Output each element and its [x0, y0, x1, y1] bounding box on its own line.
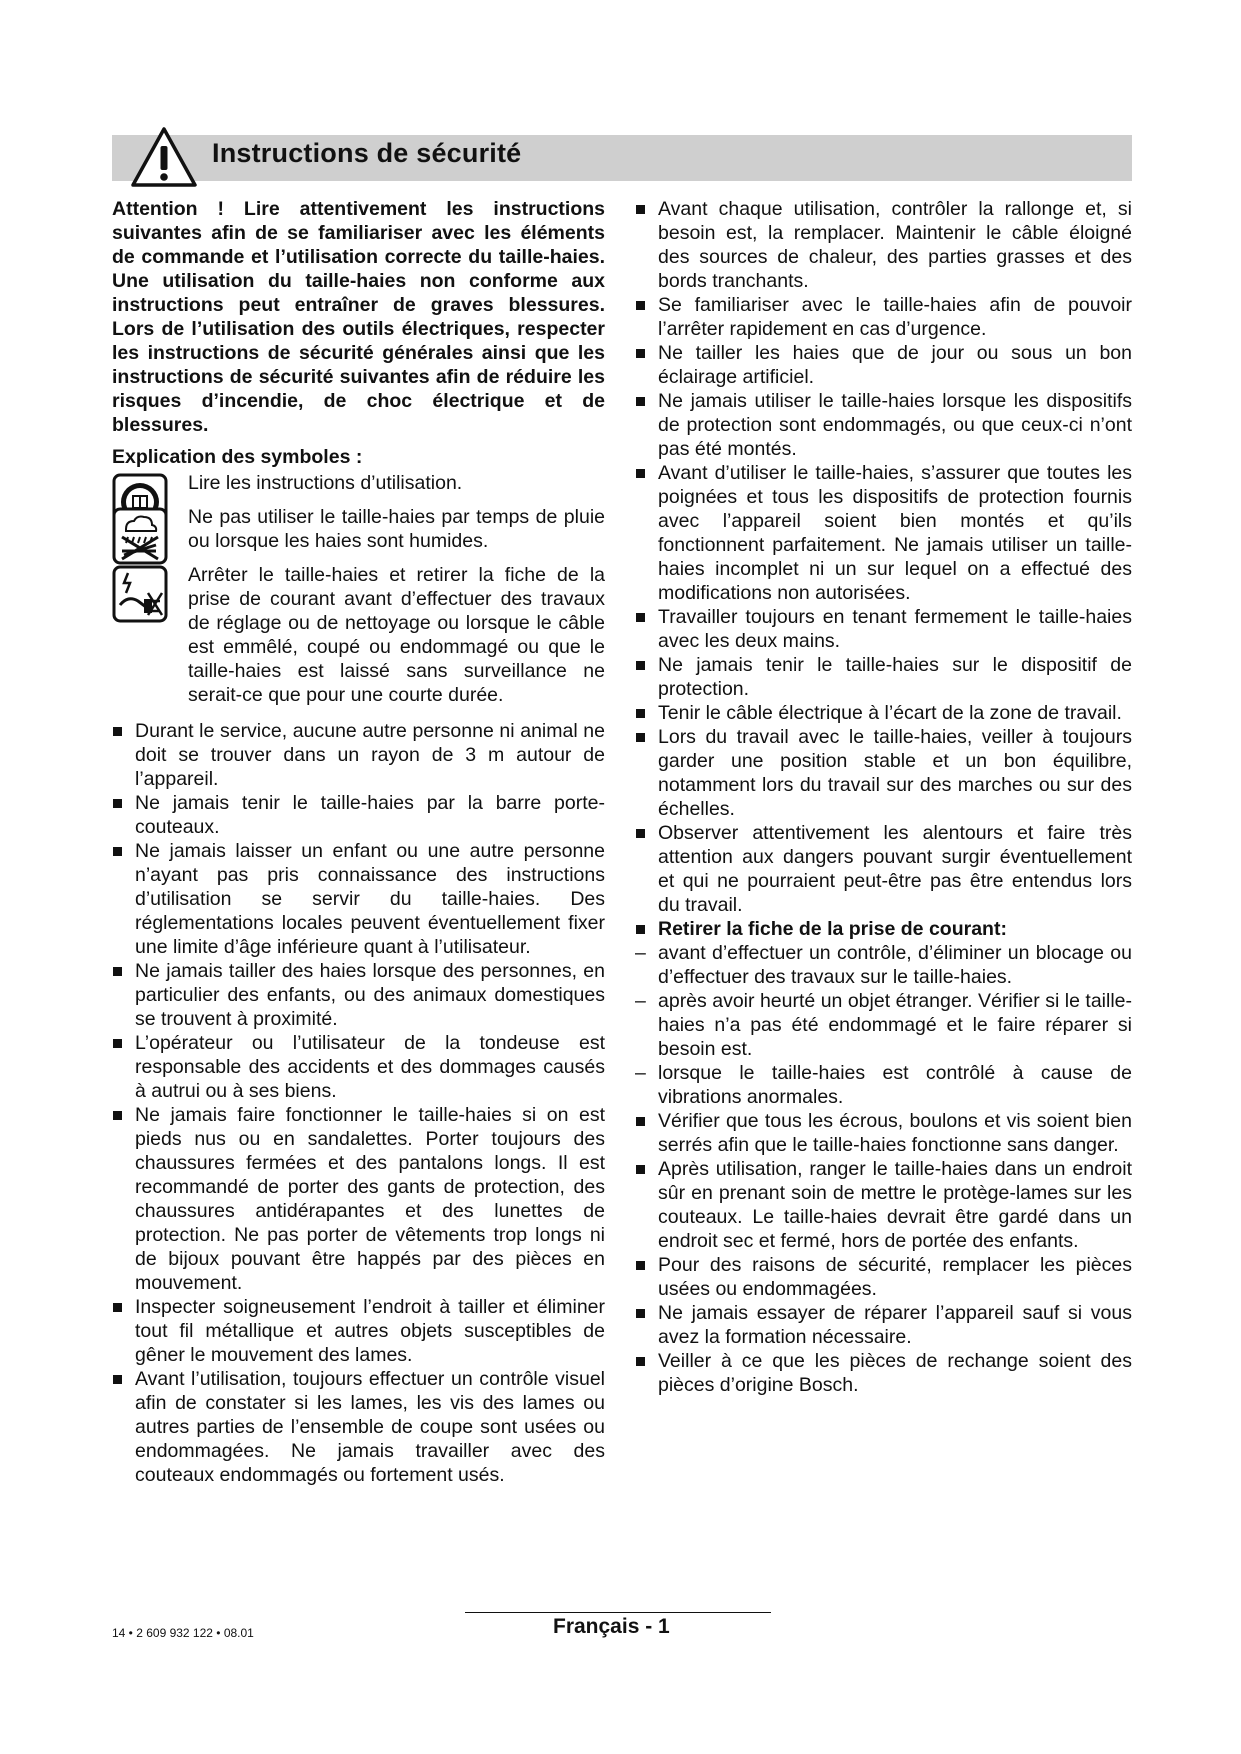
symbol-no-rain-text: Ne pas utiliser le taille-haies par temps de pluie ou lorsque les haies sont humides. [188, 506, 605, 552]
list-item: Durant le service, aucune autre personne ni animal ne doit se trouver dans un rayon de 3 m autour de l’appareil. [112, 719, 605, 791]
list-item: Ne jamais tailler des haies lorsque des personnes, en particulier des enfants, ou des animaux domestiques se trouvent à proximité. [112, 959, 605, 1031]
intro-warning: Attention ! Lire attentivement les instructions suivantes afin de se familiariser avec les éléments de commande et l’utilisation correcte du taille-haies. Une utilisation du taille-haies non conforme aux instructions peut entraîner de graves blessures. Lors de l’utilisation des outils électriques, respecter les instructions de sécurité générales ainsi que les instructions de sécurité suivantes afin de réduire les risques d’incendie, de choc électrique et de blessures. [112, 198, 605, 436]
unplug-conditions-list [635, 941, 1132, 1109]
footer-rule [465, 1612, 771, 1613]
list-item: Veiller à ce que les pièces de rechange soient des pièces d’origine Bosch. [635, 1349, 1132, 1397]
document-code: 14 • 2 609 932 122 • 08.01 [112, 1626, 254, 1640]
list-item: Se familiariser avec le taille-haies afin de pouvoir l’arrêter rapidement en cas d’urgence. [635, 293, 1132, 341]
list-item: Après utilisation, ranger le taille-haies dans un endroit sûr en prenant soin de mettre le protège-lames sur les couteaux. Le taille-haies devrait être gardé dans un endroit sec et fermé, hors de portée des enfants. [635, 1157, 1132, 1253]
right-safety-list [635, 197, 1132, 941]
list-item: Ne jamais tenir le taille-haies par la barre porte-couteaux. [112, 791, 605, 839]
right-column [635, 197, 1132, 1397]
list-item: L’opérateur ou l’utilisateur de la tondeuse est responsable des accidents et des dommages causés à autrui ou à ses biens. [112, 1031, 605, 1103]
list-item: – avant d’effectuer un contrôle, d’éliminer un blocage ou d’effectuer des travaux sur le taille-haies. [635, 941, 1132, 989]
warning-triangle-icon [130, 126, 198, 188]
list-item: Avant l’utilisation, toujours effectuer un contrôle visuel afin de constater si les lames, les vis des lames ou autres parties de l’ensemble de coupe sont usées ou endommagées. Ne jamais travailler avec des couteaux endommagés ou fortement usés. [112, 1367, 605, 1487]
list-item: Observer attentivement les alentours et faire très attention aux dangers pouvant surgir éventuellement et qui ne pourraient peut-être pas être entendus lors du travail. [635, 821, 1132, 917]
left-column [112, 197, 605, 1487]
page-title: Instructions de sécurité [212, 138, 522, 168]
list-item: – après avoir heurté un objet étranger. Vérifier si le taille-haies n’a pas été endommagé et le faire réparer si besoin est. [635, 989, 1132, 1061]
list-item: Tenir le câble électrique à l’écart de la zone de travail. [635, 701, 1132, 725]
symbols-heading: Explication des symboles : [112, 446, 363, 468]
symbol-unplug [112, 563, 605, 707]
list-item: – lorsque le taille-haies est contrôlé à cause de vibrations anormales. [635, 1061, 1132, 1109]
symbol-unplug-text: Arrêter le taille-haies et retirer la fiche de la prise de courant avant d’effectuer des travaux de réglage ou de nettoyage ou lorsque le câble est emmêlé, coupé ou endommagé ou que le taille-haies est laissé sans surveillance ne serait-ce que pour une courte durée. [188, 564, 605, 706]
list-item: Inspecter soigneusement l’endroit à tailler et éliminer tout fil métallique et autres objets susceptibles de gêner le mouvement des lames. [112, 1295, 605, 1367]
unplug-heading: Retirer la fiche de la prise de courant: [635, 917, 1132, 941]
list-item: Ne jamais essayer de réparer l’appareil sauf si vous avez la formation nécessaire. [635, 1301, 1132, 1349]
list-item: Avant d’utiliser le taille-haies, s’assurer que toutes les poignées et tous les dispositifs de protection fournis avec l’appareil soient bien montés et qu’ils fonctionnent parfaitement. Ne jamais utiliser un taille-haies incomplet ni un sur lequel on a effectué des modifications non autorisées. [635, 461, 1132, 605]
list-item: Ne jamais tenir le taille-haies sur le dispositif de protection. [635, 653, 1132, 701]
list-item: Lors du travail avec le taille-haies, veiller à toujours garder une position stable et un bon équilibre, notamment lors du travail sur des marches ou sur des échelles. [635, 725, 1132, 821]
list-item: Pour des raisons de sécurité, remplacer les pièces usées ou endommagées. [635, 1253, 1132, 1301]
right-safety-list-continued [635, 1109, 1132, 1397]
list-item: Ne jamais laisser un enfant ou une autre personne n’ayant pas pris connaissance des instructions d’utilisation se servir du taille-haies. Des réglementations locales peuvent éventuellement fixer une limite d’âge inférieure quant à l’utilisateur. [112, 839, 605, 959]
list-item: Vérifier que tous les écrous, boulons et vis soient bien serrés afin que le taille-haies fonctionne sans danger. [635, 1109, 1132, 1157]
list-item: Ne tailler les haies que de jour ou sous un bon éclairage artificiel. [635, 341, 1132, 389]
no-rain-icon [112, 507, 168, 565]
list-item: Avant chaque utilisation, contrôler la rallonge et, si besoin est, la remplacer. Maintenir le câble éloigné des sources de chaleur, des parties grasses et des bords tranchants. [635, 197, 1132, 293]
page-number: Français - 1 [553, 1615, 670, 1638]
left-safety-list [112, 719, 605, 1487]
symbol-no-rain [112, 505, 605, 553]
list-item: Ne jamais utiliser le taille-haies lorsque les dispositifs de protection sont endommagés, ou que ceux-ci n’ont pas été montés. [635, 389, 1132, 461]
symbol-read-manual [112, 471, 605, 495]
list-item: Ne jamais faire fonctionner le taille-haies si on est pieds nus ou en sandalettes. Porter toujours des chaussures fermées et des pantalons longs. Il est recommandé de porter des gants de protection, des chaussures antidérapantes et des lunettes de protection. Ne pas porter de vêtements trop longs ni de bijoux pouvant être happés par des pièces en mouvement. [112, 1103, 605, 1295]
unplug-icon [112, 565, 168, 623]
symbol-read-manual-text: Lire les instructions d’utilisation. [188, 472, 463, 494]
list-item: Travailler toujours en tenant fermement le taille-haies avec les deux mains. [635, 605, 1132, 653]
